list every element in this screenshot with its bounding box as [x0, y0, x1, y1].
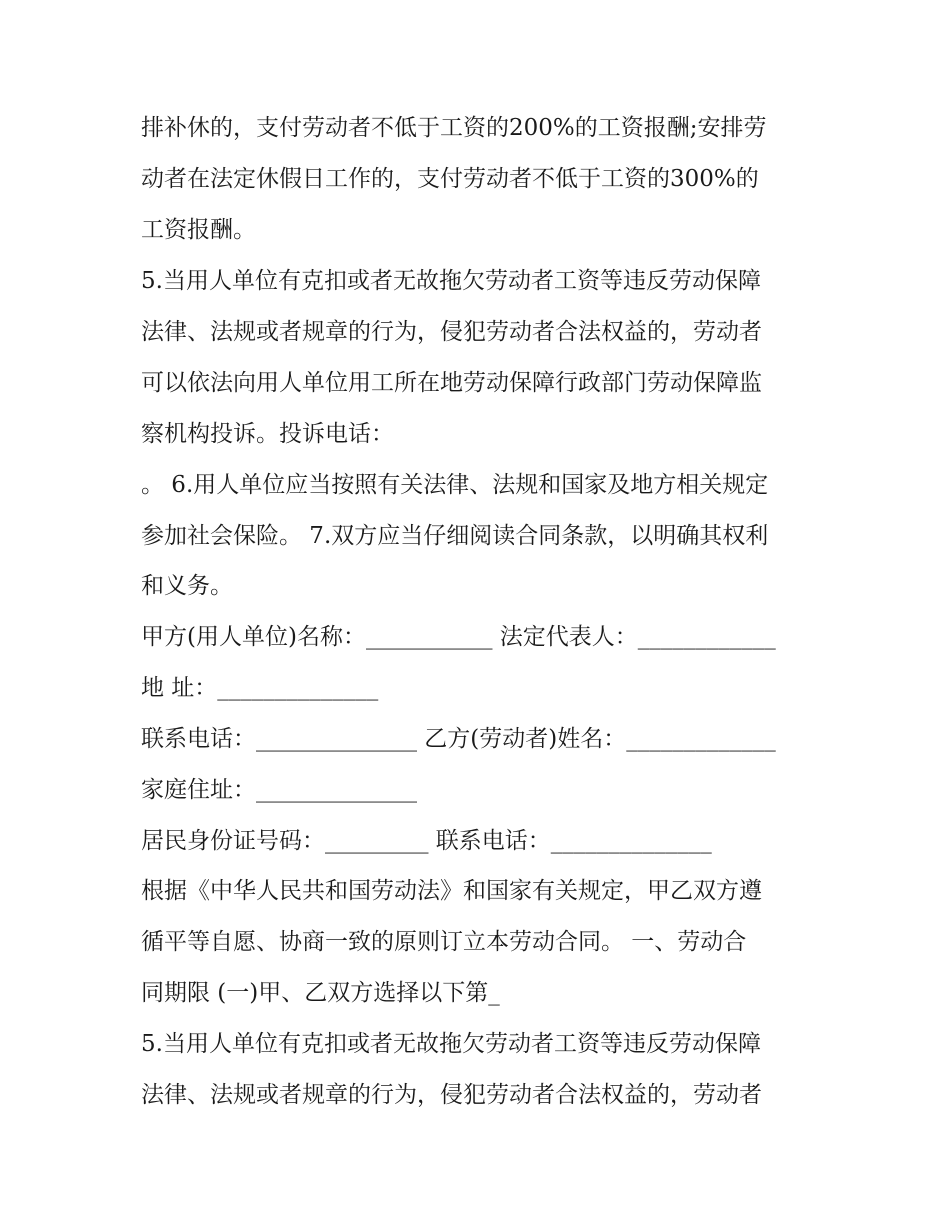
form-field-line: 家庭住址：______________ — [141, 777, 417, 803]
paragraph-line: 法律、法规或者规章的行为，侵犯劳动者合法权益的，劳动者 — [141, 1082, 762, 1108]
paragraph-line: 5.当用人单位有克扣或者无故拖欠劳动者工资等违反劳动保障 — [141, 268, 761, 294]
paragraph-line: 动者在法定休假日工作的，支付劳动者不低于工资的300%的 — [141, 166, 759, 192]
paragraph-line: 工资报酬。 — [141, 217, 256, 243]
form-field-line: 地 址：______________ — [141, 675, 379, 701]
paragraph-line: 法律、法规或者规章的行为，侵犯劳动者合法权益的，劳动者 — [141, 319, 762, 345]
paragraph-line: 和义务。 — [141, 573, 233, 599]
paragraph-line: 可以依法向用人单位用工所在地劳动保障行政部门劳动保障监 — [141, 370, 762, 396]
paragraph-line: 根据《中华人民共和国劳动法》和国家有关规定，甲乙双方遵 — [141, 878, 762, 904]
paragraph-line: 参加社会保险。 7.双方应当仔细阅读合同条款，以明确其权利 — [141, 523, 769, 549]
paragraph-line: 同期限 (一)甲、乙双方选择以下第_ — [141, 980, 500, 1006]
paragraph-line: 排补休的，支付劳动者不低于工资的200%的工资报酬;安排劳 — [141, 115, 767, 141]
paragraph-line: 5.当用人单位有克扣或者无故拖欠劳动者工资等违反劳动保障 — [141, 1031, 761, 1057]
paragraph-line: 。 6.用人单位应当按照有关法律、法规和国家及地方相关规定 — [141, 472, 769, 498]
paragraph-line: 察机构投诉。投诉电话： — [141, 421, 394, 447]
form-field-line: 联系电话：______________ 乙方(劳动者)姓名：_____________ — [141, 726, 776, 752]
form-field-line: 居民身份证号码：_________ 联系电话：______________ — [141, 828, 712, 854]
paragraph-line: 循平等自愿、协商一致的原则订立本劳动合同。 一、劳动合 — [141, 929, 747, 955]
form-field-line: 甲方(用人单位)名称：___________ 法定代表人：____________ — [141, 624, 776, 650]
